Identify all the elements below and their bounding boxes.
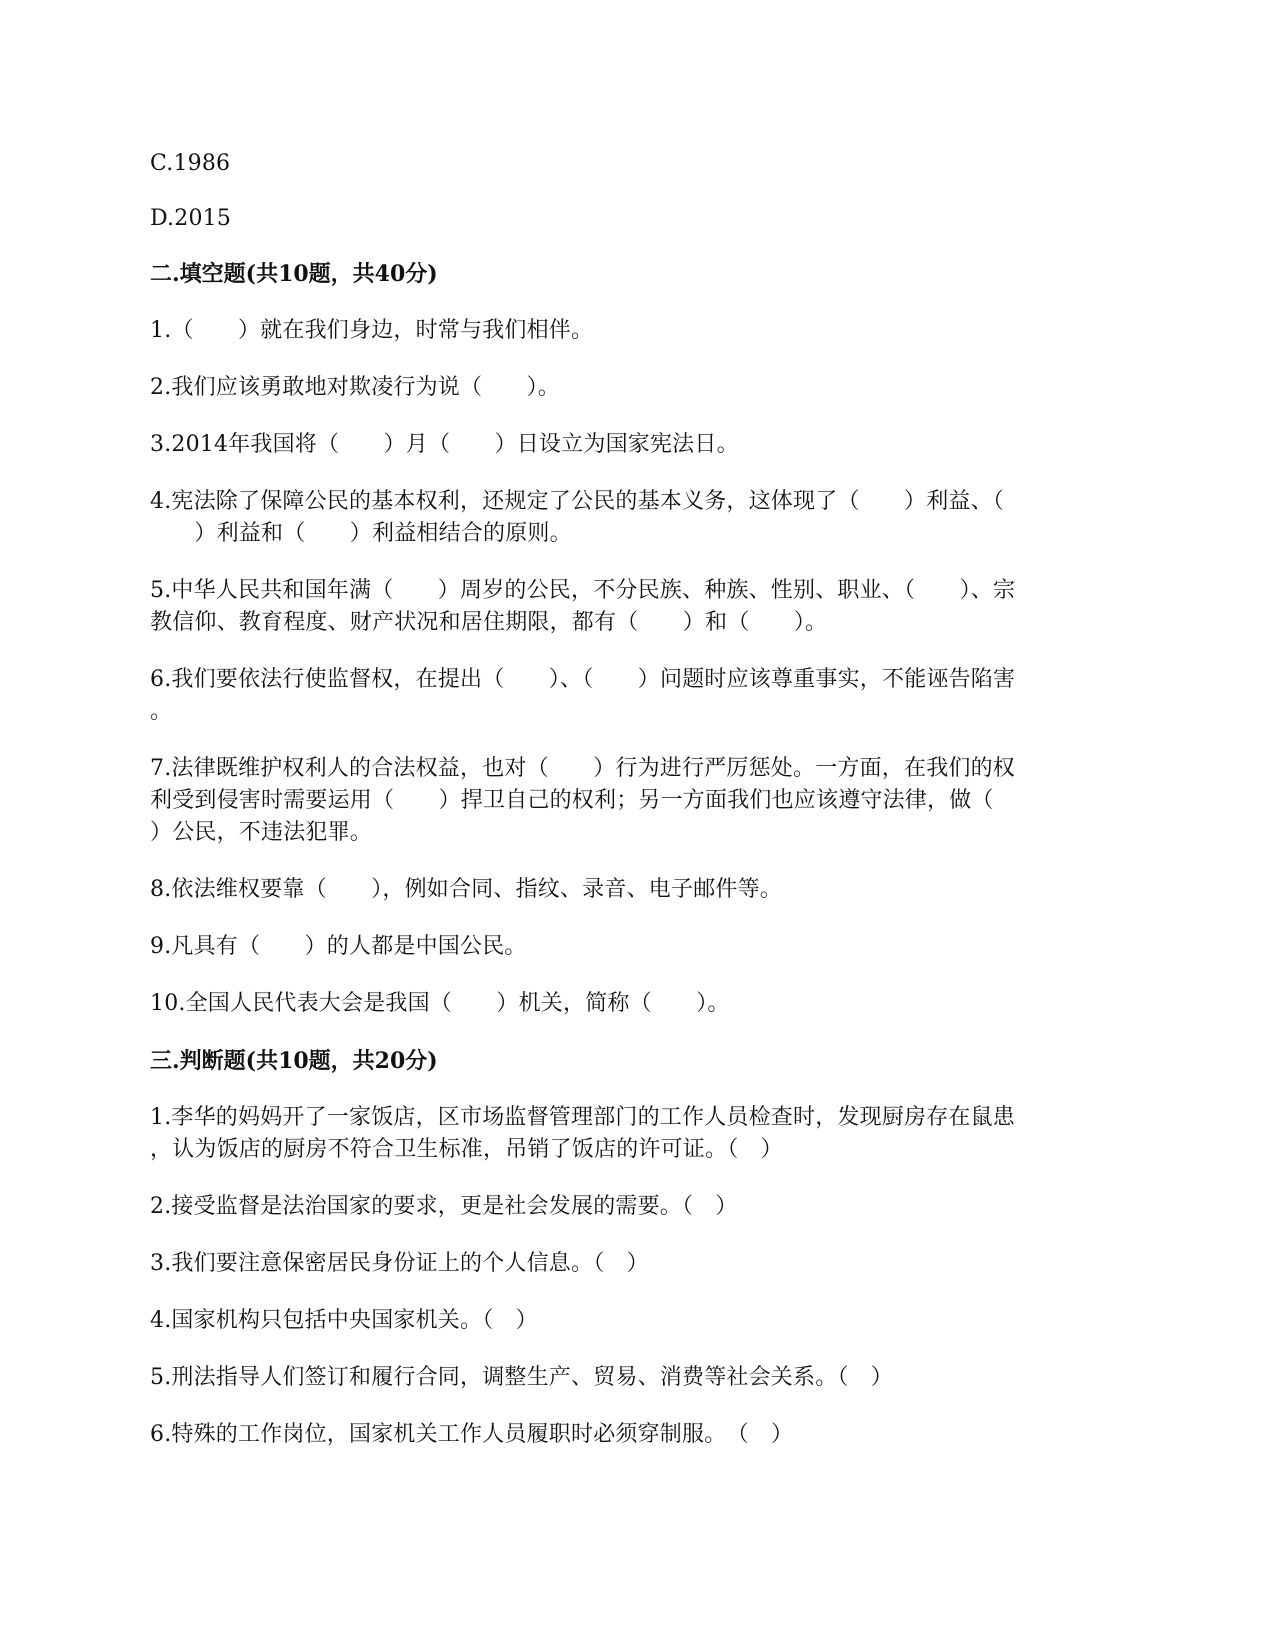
question-line: 1.李华的妈妈开了一家饭店，区市场监督管理部门的工作人员检查时，发现厨房存在鼠患 [150, 1105, 1015, 1130]
question-line: ，认为饭店的厨房不符合卫生标准，吊销了饭店的许可证。（ ） [150, 1137, 783, 1162]
question-line: 10.全国人民代表大会是我国（ ）机关，简称（ ）。 [150, 991, 730, 1016]
question-line: 4.宪法除了保障公民的基本权利，还规定了公民的基本义务，这体现了（ ）利益、（ [150, 489, 1004, 514]
fill-question-7 [150, 753, 1120, 849]
question-line: 2.我们应该勇敢地对欺凌行为说（ ）。 [150, 375, 560, 400]
fill-question-8 [150, 874, 1120, 906]
fill-question-1 [150, 315, 1120, 347]
section-title-true-false: 三.判断题(共10题，共20分) [150, 1048, 438, 1074]
fill-question-6 [150, 664, 1120, 728]
question-line: 7.法律既维护权利人的合法权益，也对（ ）行为进行严厉惩处。一方面，在我们的权 [150, 756, 1015, 781]
fill-question-10 [150, 988, 1120, 1020]
question-line: 5.中华人民共和国年满（ ）周岁的公民，不分民族、种族、性别、职业、（ ）、宗 [150, 578, 1016, 603]
judge-question-3 [150, 1248, 1120, 1280]
question-line: 4.国家机构只包括中央国家机关。（ ） [150, 1308, 538, 1333]
fill-question-9 [150, 931, 1120, 963]
fill-question-3 [150, 429, 1120, 461]
question-line: 利受到侵害时需要运用（ ）捍卫自己的权利；另一方面我们也应该遵守法律，做（ [150, 788, 994, 813]
question-line: 3.我们要注意保密居民身份证上的个人信息。（ ） [150, 1251, 649, 1276]
fill-question-2 [150, 372, 1120, 404]
question-line: 3.2014年我国将（ ）月（ ）日设立为国家宪法日。 [150, 432, 739, 457]
question-line: 。 [150, 699, 173, 724]
question-line: 教信仰、教育程度、财产状况和居住期限，都有（ ）和（ ）。 [150, 610, 828, 635]
judge-question-5 [150, 1362, 1120, 1394]
question-line: 5.刑法指导人们签订和履行合同，调整生产、贸易、消费等社会关系。（ ） [150, 1365, 893, 1390]
question-line: 2.接受监督是法治国家的要求，更是社会发展的需要。（ ） [150, 1194, 738, 1219]
section-title-fill-in: 二.填空题(共10题，共40分) [150, 261, 438, 287]
question-line: 1.（ ）就在我们身边，时常与我们相伴。 [150, 318, 594, 343]
judge-question-2 [150, 1191, 1120, 1223]
option-d: D.2015 [150, 206, 232, 231]
question-line: ）公民，不违法犯罪。 [150, 820, 373, 845]
question-line: 9.凡具有（ ）的人都是中国公民。 [150, 934, 527, 959]
question-line: 6.特殊的工作岗位，国家机关工作人员履职时必须穿制服。 （ ） [150, 1422, 794, 1447]
question-line: 8.依法维权要靠（ ），例如合同、指纹、录音、电子邮件等。 [150, 877, 782, 902]
option-c: C.1986 [150, 151, 231, 176]
fill-question-4 [150, 486, 1120, 550]
judge-question-6 [150, 1419, 1120, 1451]
judge-question-4 [150, 1305, 1120, 1337]
question-line: ）利益和（ ）利益相结合的原则。 [150, 521, 572, 546]
question-line: 6.我们要依法行使监督权，在提出（ ）、（ ）问题时应该尊重事实，不能诬告陷害 [150, 667, 1016, 692]
document-page [150, 148, 1120, 1476]
judge-question-1 [150, 1102, 1120, 1166]
fill-question-5 [150, 575, 1120, 639]
